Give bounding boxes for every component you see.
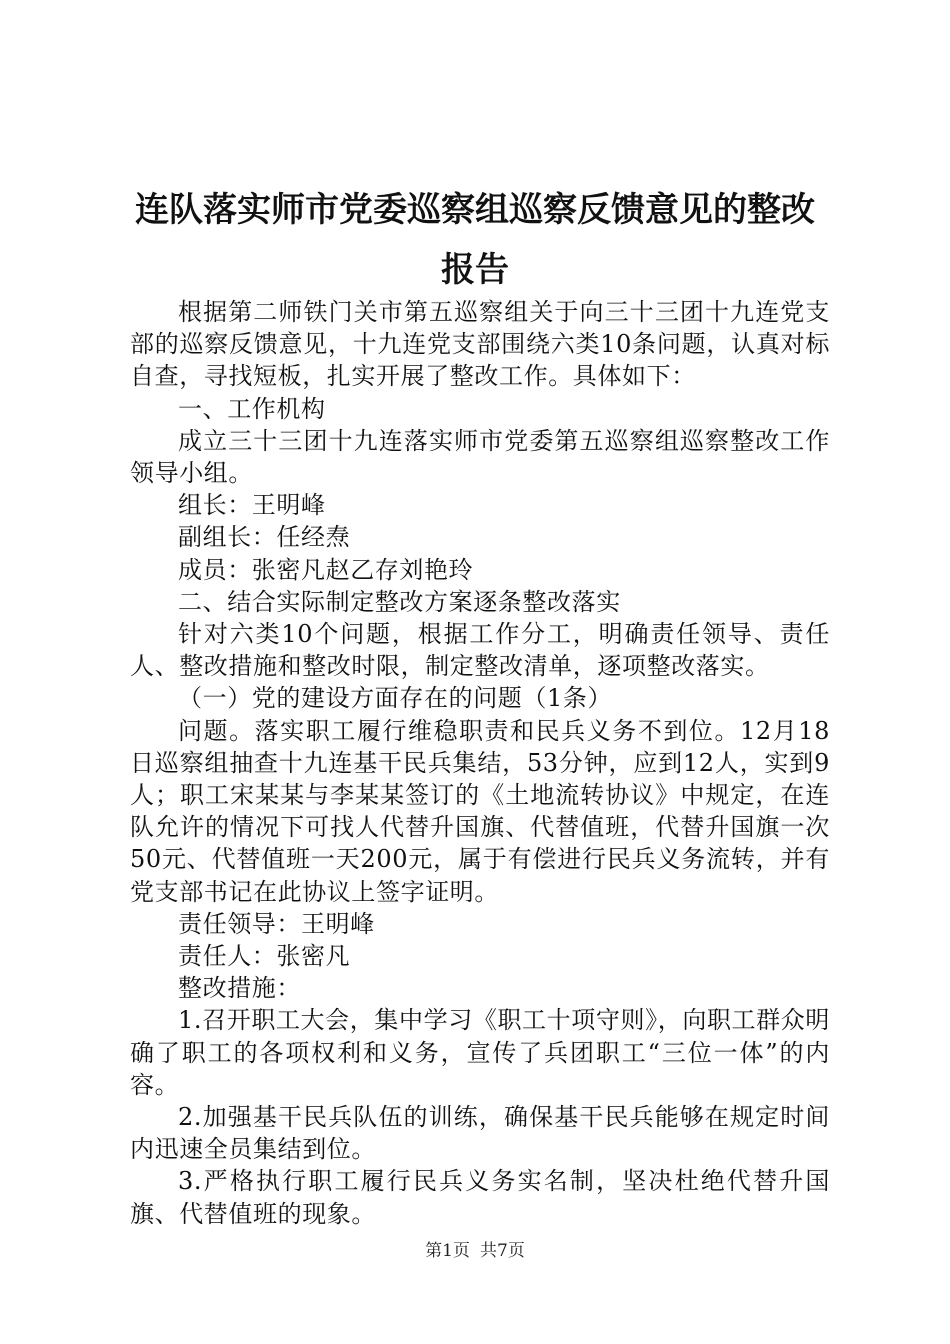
section-heading-work-organization: 一、工作机构 — [178, 394, 326, 423]
document-title-line-1: 连队落实师市党委巡察组巡察反馈意见的整改 — [135, 190, 815, 230]
page-number-current: 第1页 — [425, 1241, 470, 1261]
page-number-total: 共7页 — [480, 1241, 525, 1261]
paragraph-responsible-person: 责任人：张密凡 — [178, 942, 351, 971]
paragraph-leading-group: 成立三十三团十九连落实师市党委第五巡察组巡察整改工作领导小组。 — [130, 426, 830, 488]
document-body — [130, 296, 830, 1230]
paragraph-measure-3: 3.严格执行职工履行民兵义务实名制，坚决杜绝代替升国旗、代替值班的现象。 — [130, 1167, 830, 1228]
paragraph-deputy-leader: 副组长：任经焘 — [178, 523, 351, 552]
subsection-heading-party-building: （一）党的建设方面存在的问题（1条） — [178, 684, 613, 713]
paragraph-problem: 问题。落实职工履行维稳职责和民兵义务不到位。12月18日巡察组抽查十九连基干民兵集结，53分钟，应到12人，实到9人；职工宋某某与李某某签订的《土地流转协议》中规定，在连队允许的情况下可找人代替升国旗、代替值班，代替升国旗一次50元、代替值班一天200元，属于有偿进行民兵义务流转，并有党支部书记在此协议上签字证明。 — [130, 716, 830, 906]
paragraph-measures-heading: 整改措施： — [178, 974, 301, 1003]
paragraph-measure-2: 2.加强基干民兵队伍的训练，确保基干民兵能够在规定时间内迅速全员集结到位。 — [130, 1103, 830, 1164]
paragraph-members: 成员：张密凡赵乙存刘艳玲 — [178, 555, 474, 584]
paragraph-rectification-list: 针对六类10个问题，根据工作分工，明确责任领导、责任人、整改措施和整改时限，制定整改清单，逐项整改落实。 — [130, 620, 830, 681]
page-footer — [0, 1240, 950, 1262]
paragraph-measure-1: 1.召开职工大会，集中学习《职工十项守则》，向职工群众明确了职工的各项权利和义务，宣传了兵团职工“三位一体”的内容。 — [130, 1006, 830, 1099]
section-heading-rectification-plan: 二、结合实际制定整改方案逐条整改落实 — [178, 587, 621, 616]
paragraph-group-leader: 组长：王明峰 — [178, 491, 326, 520]
document-title-line-2: 报告 — [441, 250, 509, 290]
paragraph-responsible-leader: 责任领导：王明峰 — [178, 909, 375, 938]
paragraph-intro: 根据第二师铁门关市第五巡察组关于向三十三团十九连党支部的巡察反馈意见，十九连党支部围绕六类10条问题，认真对标自查，寻找短板，扎实开展了整改工作。具体如下： — [130, 298, 830, 391]
